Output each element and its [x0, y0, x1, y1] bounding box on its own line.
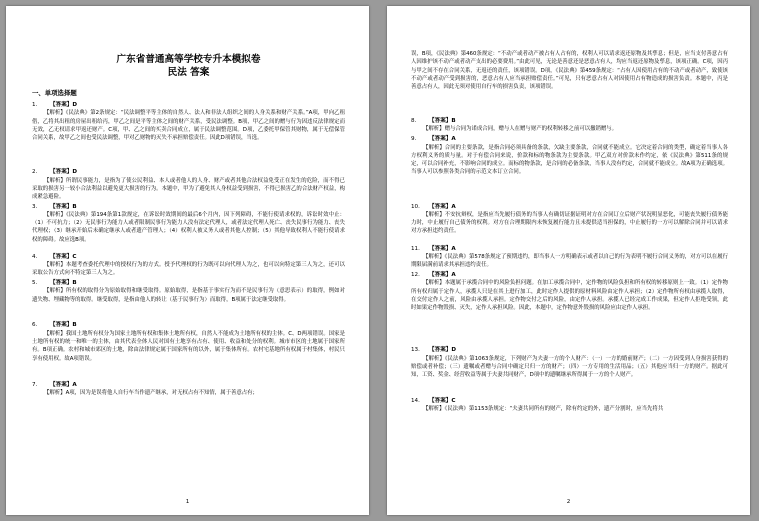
question-item	[411, 117, 728, 134]
question-number: 7．	[32, 381, 42, 388]
question-number: 1．	[32, 102, 42, 108]
question-number: 11．	[411, 245, 424, 252]
answer-label: 【答案】A	[429, 245, 456, 252]
explanation-text: 【解析】《民法典》第1063条规定，下列财产为夫妻一方的个人财产：（一）一方的婚前财产；（二）一方因受到人身损害获得的赔偿或者补偿；（三）遗嘱或者赠与合同中确定只归一方的财产；（四）一方专用的生活用品；（五）其他应当归一方的财产。据此可知，工资、奖金、经营收益等属于夫妻共同财产，D项中的遗嘱继承所得属于一方的个人财产。	[411, 355, 728, 379]
answer-label: 【答案】A	[429, 203, 456, 210]
answer-label: 【答案】A	[50, 381, 77, 388]
answer-label: 【答案】A	[429, 136, 456, 143]
answer-label: 【答案】C	[429, 397, 456, 404]
answer-label: 【答案】B	[50, 280, 77, 287]
answer-label: 【答案】B	[50, 203, 77, 210]
question-number: 6．	[32, 322, 42, 329]
question-number: 2．	[32, 169, 42, 176]
explanation-text: 【解析】《民法典》第2条规定：“民法调整平等主体的自然人、法人和非法人组织之间的人身关系和财产关系。”A项，甲向乙租借，乙将其出租的房屋出租给丙，甲乙之间是平等主体之间的财产关系，受民法调整。B项，甲乙之间的赠与行为因违反法律规定而无效，乙无权请求甲返还财产。C项，甲、乙之间的买卖合同成立，属于民法调整范围。D项，乙委托甲保管其财物，属于无偿保管合同关系，故甲乙之间也受民法调整，甲对乙财物的灭失不承担赔偿责任。因此D项错误，当选。	[32, 110, 345, 142]
explanation-text: 【解析】《民法典》第1153条规定：“夫妻共同所有的财产，除有约定的外，遗产分割时，应当先将共	[423, 406, 664, 413]
question-item	[32, 101, 345, 167]
explanation-text: 【解析】本题属于承揽合同中的风险负担问题。在加工承揽合同中，定作物的风险负担和所有权的转移原则上一致。（1）定作物所有权归属于定作人，承揽人只是在其上进行加工，此时定作人提供的原材料风险由定作人承担；（2）定作物所有权由承揽人取得，在交付定作人之前，风险由承揽人承担。定作物交付之后的风险，由定作人承担。承揽人已经完成工作成果，但定作人拒绝受领，此时如果定作物毁损、灭失，定作人承担风险。因此，本题中，定作物意外毁损的风险应由定作人承担。	[411, 280, 728, 312]
question-number: 13．	[411, 347, 424, 354]
question-item	[32, 381, 345, 398]
document-page-1	[6, 6, 369, 515]
question-number: 8．	[411, 118, 421, 124]
answer-label: 【答案】B	[50, 322, 77, 329]
question-item	[32, 321, 345, 379]
question-number: 4．	[32, 253, 42, 260]
document-title: 广东省普通高等学校专升本模拟卷	[116, 54, 261, 65]
question-item	[411, 346, 728, 395]
explanation-text: 【解析】所有权的取得分为原始取得和继受取得。原始取得，是指基于事实行为而不是民事行为（意思表示）的取得，例如对遗失物、埋藏物等的取得。继受取得，是指由他人的转让（基于民事行为）而取得，B项属于法定继受取得。	[32, 288, 345, 303]
question-number: 3．	[32, 203, 42, 210]
explanation-text: 【解析】不安抗辩权，是指应当先履行债务的当事人有确切证据证明对方在合同订立后财产状况明显恶化，可能丧失履行债务能力时，中止履行自己债务的权利。对方在合理期限内未恢复履行能力且未提供适当担保的，中止履行的一方可以解除合同并可以请求对方承担违约责任。	[411, 211, 728, 235]
answer-label: 【答案】A	[429, 272, 456, 279]
section-heading: 一、单项选择题	[32, 89, 77, 97]
page-number: 1	[185, 499, 190, 505]
question-item	[411, 135, 728, 201]
question-item	[32, 168, 345, 201]
explanation-text: 【解析】《民法典》第578条规定了预期违约，即当事人一方明确表示或者以自己的行为表明不履行合同义务的，对方可以在履行期限届满前请求其承担违约责任。	[411, 254, 728, 269]
explanation-text: 【解析】A项，因为是误将他人自行车当作遗产继承，对无权占有不知情，属于善意占有；	[44, 390, 258, 397]
question-item	[32, 253, 345, 278]
question-item	[32, 203, 345, 252]
explanation-text: 【解析】赠与合同为诺成合同，赠与人在赠与财产的权利转移之前可以撤销赠与。	[423, 126, 618, 133]
continued-explanation: 误，B项，《民法典》第460条规定：“不动产或者动产被占有人占有的，权利人可以请求返还原物及其孳息；但是，应当支付善意占有人因维护该不动产或者动产支出的必要费用。”由此可见，无论是善意还是恶意占有人，均应当返还原物及孳息，该项正确。C项，因丙与甲之间不存在合同关系，无返还的责任，该项错误。D项，《民法典》第459条规定：“占有人因使用占有的不动产或者动产，致使该不动产或者动产受到损害的，恶意占有人应当承担赔偿责任。”可见，只有恶意占有人对因使用占有物造成的损害负责。本题中，丙是善意占有人，因此无须对使用自行车的损害负责，该项错误。	[411, 51, 728, 91]
explanation-text: 【解析】我国土地所有权分为国家土地所有权和集体土地所有权，自然人不能成为土地所有权的主体。C、D两项错误。国家是土地所有权的统一和唯一的主体，由其代表全体人民对国有土地享有占有、使用、收益和处分的权利。城市市区的土地属于国家所有。B项正确。农村和城市郊区的土地，除由法律规定属于国家所有的以外，属于集体所有。农村宅基地所有权属于村集体，村民只享有使用权。故A项错误。	[32, 330, 345, 362]
document-page-2	[387, 6, 750, 515]
document-subtitle: 民法 答案	[167, 67, 210, 78]
answer-label: 【答案】D	[429, 347, 457, 354]
explanation-text: 【解析】合同的主要条款，是指合同必须具备的条款，欠缺主要条款，合同就不能成立。它决定着合同的类型，确定着当事人各方权利义务的质与量。对于有偿合同来说，价款和标的物条款为主要条款。甲乙双方对价款未作约定，依《民法典》第511条的规定，可以合同补充，不影响合同的成立。而标的物条款，是合同的必备条款，当事人没有约定，合同就不能成立。故A项为正确选项。当事人可以参照各类合同的示范文本订立合同。	[411, 144, 728, 176]
answer-label: 【答案】D	[50, 102, 78, 108]
answer-label: 【答案】B	[429, 118, 456, 124]
explanation-text: 【解析】所谓民事能力，是指为了使公民利益、本人或者他人的人身、财产或者其他合法权益免受正在发生的危险，而不得已采取的损害另一较小合法利益以避免更大损害的行为。本题中，甲为了避免其人身权益受到损害，不得已损害乙的合法财产权益，构成紧急避险。	[32, 177, 345, 201]
question-number: 12．	[411, 272, 424, 279]
answer-label: 【答案】C	[50, 253, 77, 260]
answer-label: 【答案】D	[50, 169, 78, 176]
question-item	[411, 271, 728, 345]
question-item	[411, 203, 728, 244]
question-number: 5．	[32, 280, 42, 287]
question-item	[411, 245, 728, 270]
question-item	[411, 397, 728, 414]
question-number: 9．	[411, 136, 421, 143]
question-item	[32, 279, 345, 320]
explanation-text: 【解析】《民法典》第194条第1款规定，在诉讼时效期间的最后6个月内，因下列障碍，不能行使请求权的，诉讼时效中止：（1）不可抗力；（2）无民事行为能力人或者限制民事行为能力人没有法定代理人，或者法定代理人死亡、丧失民事行为能力、丧失代理权；（3）继承开始后未确定继承人或者遗产管理人；（4）权利人被义务人或者其他人控制；（5）其他导致权利人不能行使请求权的障碍。故应选B项。	[32, 211, 345, 243]
question-number: 10．	[411, 203, 424, 210]
page-number: 2	[566, 499, 571, 505]
explanation-text: 【解析】本题考查委托代理中的授权行为的方式。授予代理权的行为既可以向代理人为之，也可以向特定第三人为之，还可以采取公告方式向不特定第三人为之。	[32, 262, 345, 277]
question-number: 14．	[411, 397, 424, 404]
